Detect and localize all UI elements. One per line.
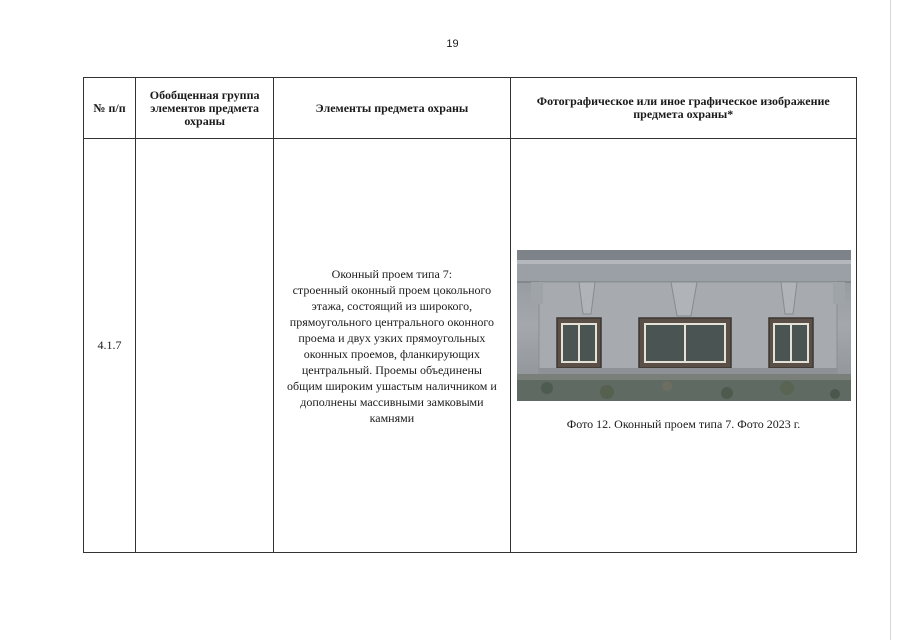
page-number: 19 bbox=[446, 38, 459, 50]
row-number: 4.1.7 bbox=[84, 139, 136, 553]
facade-photo bbox=[517, 250, 851, 401]
element-description: строенный оконный проем цокольного этажа, состоящий из широкого, прямоугольного центрального оконного проема и двух узких прямоугольных оконных проемов, фланкирующих центральный. Проемы объединены общим широким ушастым наличником и дополнены массивными замковыми камнями bbox=[286, 282, 497, 425]
window-opening-photo bbox=[517, 250, 851, 401]
row-group bbox=[136, 139, 274, 553]
row-photo-cell bbox=[510, 139, 856, 553]
photo-caption: Фото 12. Оконный проем типа 7. Фото 2023 г. bbox=[566, 417, 801, 431]
scan-edge-line bbox=[890, 0, 891, 640]
element-title: Оконный проем типа 7: bbox=[331, 266, 453, 281]
row-description-cell bbox=[274, 139, 510, 553]
header-image: Фотографическое или иное графическое изображение предмета охраны* bbox=[510, 78, 856, 139]
table-header-row bbox=[84, 78, 857, 139]
protection-elements-table bbox=[83, 77, 857, 553]
header-elements: Элементы предмета охраны bbox=[274, 78, 510, 139]
table-row bbox=[84, 139, 857, 553]
header-group: Обобщенная группа элементов предмета охраны bbox=[136, 78, 274, 139]
header-number: № п/п bbox=[84, 78, 136, 139]
